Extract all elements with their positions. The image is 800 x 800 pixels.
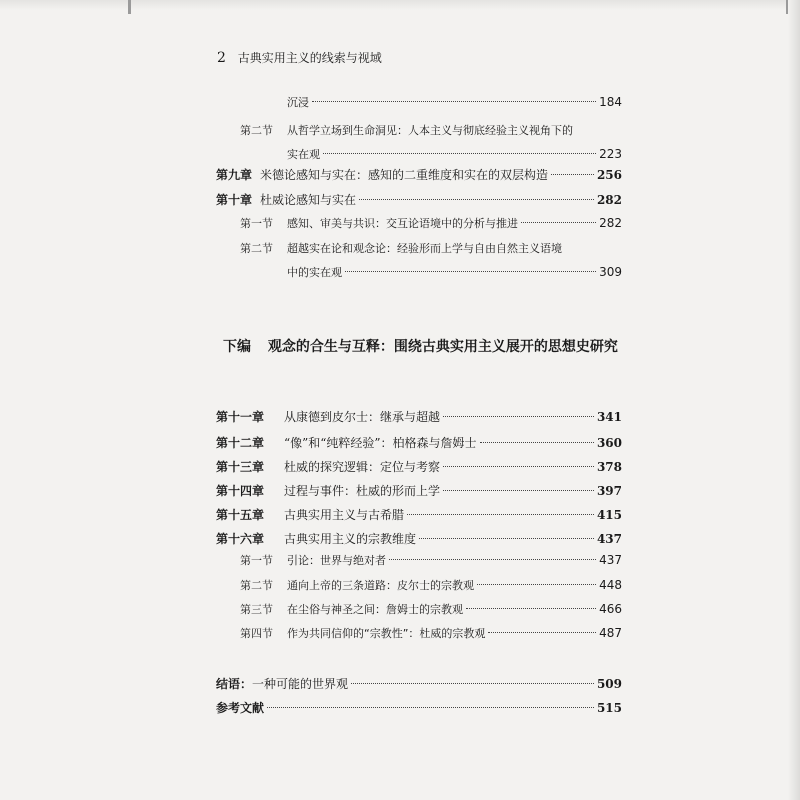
- entry-label: 第二节: [240, 124, 273, 137]
- scan-edge-top: [0, 0, 800, 10]
- entry-title: 实在观: [287, 148, 320, 161]
- entry-title: 过程与事件：杜威的形而上学: [284, 484, 441, 498]
- toc-entry: [240, 122, 573, 144]
- entry-label: 第一节: [240, 217, 273, 230]
- entry-page-number: 515: [596, 701, 622, 715]
- entry-page-number: 487: [599, 626, 622, 640]
- dot-leader: [466, 608, 596, 609]
- toc-entry: [287, 264, 622, 286]
- part-heading: [223, 336, 618, 356]
- entry-label: 第十六章: [216, 532, 265, 546]
- dot-leader: [488, 632, 596, 633]
- entry-page-number: 437: [596, 532, 622, 546]
- toc-entry: [240, 577, 622, 599]
- toc-entry: [216, 458, 622, 480]
- entry-label: 第十五章: [216, 508, 265, 522]
- entry-page-number: 256: [596, 168, 622, 182]
- entry-title: 作为共同信仰的“宗教性”：杜威的宗教观: [287, 627, 486, 640]
- toc-entry: [287, 94, 622, 116]
- entry-page-number: 378: [596, 460, 622, 474]
- toc-entry: [240, 552, 622, 574]
- entry-page-number: 360: [596, 436, 622, 450]
- entry-title: 一种可能的世界观: [252, 677, 349, 691]
- toc-entry: [216, 530, 622, 552]
- entry-title: 杜威论感知与实在: [260, 193, 357, 207]
- scan-edge-right: [788, 0, 800, 800]
- entry-label: 第四节: [240, 627, 273, 640]
- toc-entry: [240, 215, 622, 237]
- dot-leader: [521, 222, 596, 223]
- entry-page-number: 415: [596, 508, 622, 522]
- scan-mark-left: [128, 0, 131, 14]
- entry-title: 从哲学立场到生命洞见：人本主义与彻底经验主义视角下的: [287, 124, 573, 137]
- entry-label: 第三节: [240, 603, 273, 616]
- entry-label: 第十二章: [216, 436, 265, 450]
- dot-leader: [267, 707, 594, 708]
- entry-label: 参考文献: [216, 701, 265, 715]
- dot-leader: [351, 683, 594, 684]
- dot-leader: [443, 466, 594, 467]
- entry-label: 第二节: [240, 579, 273, 592]
- entry-title: 从康德到皮尔士：继承与超越: [284, 410, 441, 424]
- page-number: 2: [217, 50, 226, 66]
- dot-leader: [443, 416, 594, 417]
- entry-page-number: 341: [596, 410, 622, 424]
- entry-page-number: 509: [596, 677, 622, 691]
- entry-title: “像”和“纯粹经验”：柏格森与詹姆士: [284, 436, 477, 450]
- entry-label: 第十一章: [216, 410, 265, 424]
- toc-entry: [216, 408, 622, 430]
- book-title: 古典实用主义的线索与视域: [237, 51, 382, 65]
- entry-page-number: 223: [599, 147, 622, 161]
- part-title: 观念的合生与互释：围绕古典实用主义展开的思想史研究: [267, 339, 618, 355]
- entry-page-number: 282: [599, 216, 622, 230]
- entry-page-number: 397: [596, 484, 622, 498]
- dot-leader: [345, 271, 596, 272]
- entry-label: 结语：: [216, 677, 253, 691]
- entry-page-number: 466: [599, 602, 622, 616]
- entry-label: 第十四章: [216, 484, 265, 498]
- entry-title: 引论：世界与绝对者: [287, 554, 386, 567]
- toc-entry: [216, 699, 622, 721]
- toc-entry: [216, 191, 622, 213]
- toc-entry: [216, 166, 622, 188]
- toc-entry: [240, 240, 562, 262]
- dot-leader: [323, 153, 596, 154]
- entry-title: 古典实用主义与古希腊: [284, 508, 405, 522]
- entry-label: 第十三章: [216, 460, 265, 474]
- dot-leader: [407, 514, 594, 515]
- dot-leader: [477, 584, 596, 585]
- entry-label: 第一节: [240, 554, 273, 567]
- entry-page-number: 437: [599, 553, 622, 567]
- entry-page-number: 309: [599, 265, 622, 279]
- entry-title: 杜威的探究逻辑：定位与考察: [284, 460, 441, 474]
- dot-leader: [359, 199, 594, 200]
- part-label: 下编: [223, 339, 251, 355]
- entry-title: 米德论感知与实在：感知的二重维度和实在的双层构造: [260, 168, 549, 182]
- entry-title: 在尘俗与神圣之间：詹姆士的宗教观: [287, 603, 463, 616]
- toc-entry: [287, 146, 622, 168]
- entry-title: 古典实用主义的宗教维度: [284, 532, 417, 546]
- toc-entry: [216, 434, 622, 456]
- dot-leader: [551, 174, 594, 175]
- toc-entry: [240, 625, 622, 647]
- dot-leader: [419, 538, 594, 539]
- entry-label: 第十章: [216, 193, 253, 207]
- entry-title: 中的实在观: [287, 266, 342, 279]
- toc-entry: [216, 482, 622, 504]
- entry-title: 超越实在论和观念论：经验形而上学与自由自然主义语境: [287, 242, 562, 255]
- toc-entry: [240, 601, 622, 623]
- dot-leader: [389, 559, 596, 560]
- entry-label: 第九章: [216, 168, 253, 182]
- dot-leader: [443, 490, 594, 491]
- entry-page-number: 282: [596, 193, 622, 207]
- entry-page-number: 448: [599, 578, 622, 592]
- entry-title: 沉浸: [287, 96, 309, 109]
- dot-leader: [312, 101, 596, 102]
- entry-page-number: 184: [599, 95, 622, 109]
- entry-label: 第二节: [240, 242, 273, 255]
- toc-entry: [216, 506, 622, 528]
- entry-title: 通向上帝的三条道路：皮尔士的宗教观: [287, 579, 474, 592]
- dot-leader: [480, 442, 594, 443]
- toc-entry: [216, 675, 622, 697]
- entry-title: 感知、审美与共识：交互论语境中的分析与推进: [287, 217, 518, 230]
- running-header: [217, 49, 382, 66]
